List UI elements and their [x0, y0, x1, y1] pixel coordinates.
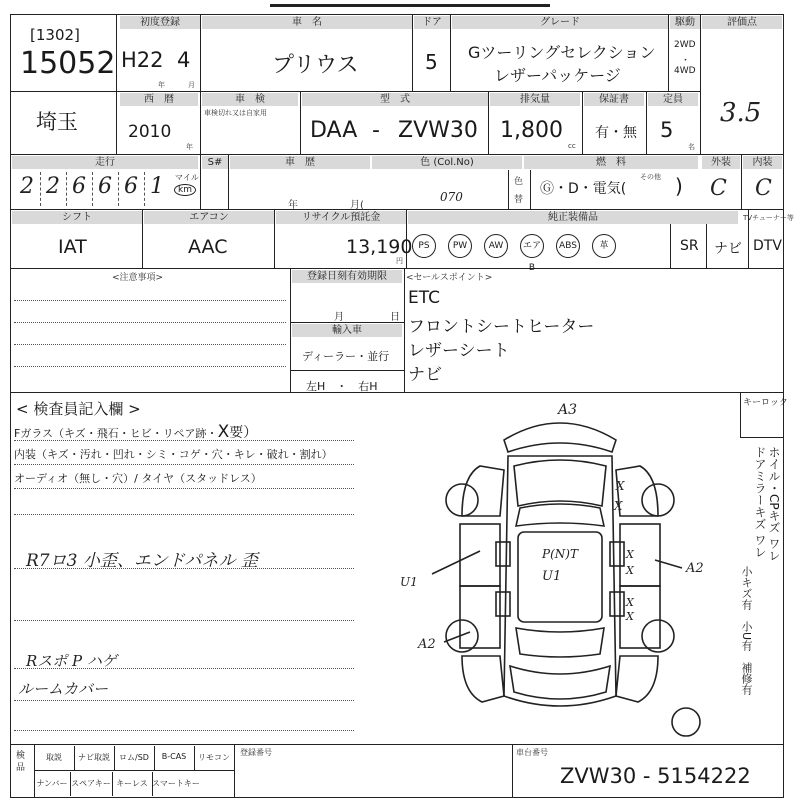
equipment-item: ABS — [556, 234, 580, 258]
label-sales-points: <セールスポイント> — [406, 273, 493, 283]
first-reg-era: H22 — [121, 48, 164, 72]
label-import-car: 輸入車 — [292, 324, 402, 337]
label-chassis-no: 車台番号 — [516, 748, 548, 757]
aircon-value: AAC — [188, 236, 228, 258]
label-model: 型 式 — [302, 93, 488, 106]
steering-side: 左H ・ 右H — [306, 380, 378, 393]
accessory-cell: ナンバー — [36, 779, 68, 788]
equipment-sr: SR — [680, 238, 699, 254]
diagram-mark-a2-left: A2 — [418, 637, 436, 652]
seats-unit: 名 — [688, 143, 695, 151]
interior-line: 内装（キズ・汚れ・凹れ・シミ・コゲ・穴・キレ・破れ・割れ） — [14, 448, 333, 461]
diagram-mark-x2: X — [614, 499, 623, 513]
accessory-cell: ナビ取説 — [78, 753, 110, 762]
label-sno: S# — [202, 156, 228, 169]
spare-tire-circle — [672, 708, 700, 736]
label-reg-year: 西 暦 — [120, 93, 198, 106]
accessory-cell: スペアキー — [71, 779, 111, 788]
diagram-mark-x6: X — [626, 610, 634, 623]
accessory-cell: スマートキー — [152, 779, 200, 788]
diagram-mark-pnt: P(N)T — [542, 547, 578, 561]
rear-window — [516, 628, 604, 657]
diagram-mark-u1-left: U1 — [400, 575, 418, 589]
diagram-mark-x3: X — [626, 548, 634, 561]
region: 埼玉 — [36, 110, 78, 134]
tv-tuner-label: TVチューナー等 — [743, 214, 794, 222]
equipment-dtv: DTV — [753, 238, 782, 254]
warranty-value: 有・無 — [595, 125, 637, 141]
model-prefix: DAA — [310, 118, 358, 143]
mileage-digit-divider — [40, 172, 41, 206]
dealer-parallel: ディーラー・並行 — [302, 350, 390, 363]
lot-number: 15052 — [20, 46, 116, 81]
equipment-item: PW — [448, 234, 472, 258]
diagram-mark-x4: X — [626, 564, 634, 577]
label-mileage: 走行 — [12, 156, 198, 169]
car-damage-diagram — [400, 396, 740, 742]
grade-line1: Gツーリングセレクション — [468, 43, 656, 62]
label-equipment: 純正装備品 — [408, 211, 738, 224]
label-interior: 内装 — [743, 156, 782, 169]
drive-4wd: 4WD — [674, 66, 696, 76]
label-seats: 定員 — [648, 93, 698, 106]
month-unit: 月 — [188, 81, 195, 89]
glass-mark: X — [217, 422, 230, 442]
glass-required: 要） — [229, 425, 258, 441]
mileage-digit-divider — [66, 172, 67, 206]
recycle-value: 13,190 — [346, 236, 413, 258]
seat-count: 5 — [660, 118, 674, 142]
audio-tire-line: オーディオ（無し・穴）/ タイヤ（スタッドレス） — [14, 472, 262, 485]
kenhin-label: 検品 — [16, 751, 26, 773]
label-shift: シフト — [12, 211, 142, 224]
model-code: ZVW30 — [398, 118, 478, 143]
inspection-note: 車検切れ又は自家用 — [204, 109, 267, 117]
sales-point-item: ナビ — [408, 365, 442, 385]
label-drive: 駆動 — [670, 16, 700, 29]
left-front-door — [460, 524, 500, 586]
label-caution: <注意事項> — [112, 273, 164, 283]
front-bumper-shape — [504, 423, 616, 452]
diagram-mark-x5: X — [626, 596, 634, 609]
right-rear-window — [610, 592, 624, 616]
handwritten-note-3: ルームカバー — [18, 680, 109, 698]
equipment-item: エアB — [520, 234, 544, 258]
label-reg-date: 登録日刻有効期限 — [292, 270, 402, 283]
equipment-navi: ナビ — [714, 241, 742, 257]
left-front-fender — [462, 466, 504, 516]
car-name: プリウス — [272, 53, 359, 78]
equipment-item: 革 — [592, 234, 616, 258]
label-history: 車 歴 — [230, 156, 370, 169]
label-exterior: 外装 — [702, 156, 740, 169]
key-lock-label: キーロック — [743, 398, 788, 408]
mileage-digit: 6 — [124, 174, 138, 199]
grade-line2: レザーパッケージ — [494, 66, 621, 85]
color-change-label1: 色 — [514, 177, 524, 187]
equipment-item: PS — [412, 234, 436, 258]
accessory-cell: 取説 — [46, 753, 62, 762]
color-change-label2: 替 — [514, 195, 524, 205]
handwritten-note-2: Rスポ P ハゲ — [26, 652, 117, 670]
reg-year-unit: 年 — [186, 143, 193, 151]
interior-grade: C — [755, 176, 772, 201]
left-rear-door — [460, 586, 500, 648]
accessory-cell: キーレス — [116, 779, 148, 788]
reg-date-month: 月 — [334, 312, 344, 323]
side-note-1: ホイル・CPキズ ワレ — [767, 446, 781, 562]
drive-dot: ・ — [681, 56, 691, 66]
score-value: 3.5 — [720, 98, 762, 128]
displacement: 1,800 — [500, 118, 563, 143]
color-code: 070 — [440, 190, 463, 204]
mileage-digit-divider — [92, 172, 93, 206]
diagram-mark-a2-right: A2 — [686, 561, 704, 576]
label-car-name: 車 名 — [202, 16, 412, 29]
mileage-digit: 2 — [20, 174, 34, 199]
fuel-types: Ⓖ・D・電気( — [540, 181, 627, 197]
right-rear-fender — [616, 656, 658, 702]
inspector-title: < 検査員記入欄 > — [16, 400, 141, 418]
inspection-year: 年 — [288, 200, 298, 211]
accessory-cell: ロム/SD — [119, 753, 149, 762]
mileage-digit-divider — [144, 172, 145, 206]
label-recycle: リサイクル預託金 — [276, 211, 406, 224]
diagram-mark-a3: A3 — [558, 402, 578, 418]
mile-unit: マイル — [175, 173, 199, 182]
leader-left-u1 — [432, 551, 480, 574]
yen-unit: 円 — [396, 257, 403, 265]
label-fuel: 燃 料 — [524, 156, 698, 169]
right-front-window — [610, 542, 624, 566]
km-unit: km — [174, 184, 196, 196]
drive-2wd: 2WD — [674, 40, 696, 50]
mileage-digit: 6 — [98, 174, 112, 199]
label-warranty: 保証書 — [584, 93, 644, 106]
handwritten-note-1: R7ロ3 小歪、エンドパネル 歪 — [26, 551, 258, 571]
label-grade: グレード — [452, 16, 668, 29]
mileage-digit: 2 — [46, 174, 60, 199]
sales-point-item: レザーシート — [408, 341, 510, 361]
shift-value: IAT — [58, 236, 87, 258]
diagram-mark-x1: X — [616, 479, 625, 493]
left-rear-fender — [462, 656, 504, 702]
first-reg-month: 4 — [177, 48, 191, 72]
label-first-reg: 初度登録 — [120, 16, 200, 29]
leader-right-a2 — [655, 560, 682, 568]
label-color: 色 (Col.No) — [372, 156, 522, 169]
mileage-digit: 1 — [150, 174, 164, 199]
mileage-digit: 6 — [72, 174, 86, 199]
lot-code: [1302] — [30, 26, 80, 44]
equipment-item: AW — [484, 234, 508, 258]
cc-unit: cc — [568, 142, 576, 150]
mileage-digit-divider — [118, 172, 119, 206]
fuel-close: ) — [675, 174, 683, 198]
reg-year: 2010 — [128, 122, 172, 142]
exterior-grade: C — [710, 176, 727, 201]
reg-date-day: 日 — [390, 312, 400, 323]
leader-left-a2 — [444, 632, 470, 642]
diagram-mark-u1-center: U1 — [542, 569, 562, 584]
side-note-2: ドアミラーキズ ワレ — [753, 446, 767, 558]
label-inspection: 車 検 — [202, 93, 298, 106]
label-aircon: エアコン — [144, 211, 274, 224]
label-score: 評価点 — [702, 16, 782, 29]
label-displacement: 排気量 — [490, 93, 580, 106]
trunk-panel — [510, 666, 610, 699]
chassis-number: ZVW30 - 5154222 — [560, 764, 751, 788]
label-reg-no: 登録番号 — [240, 748, 272, 757]
left-rear-window — [496, 592, 510, 616]
inspection-month: 月( — [350, 200, 364, 211]
hood-panel — [514, 460, 606, 506]
side-note-3: 小キズ有 小U有 補修有 — [740, 566, 753, 696]
accessory-cell: リモコン — [198, 753, 230, 762]
fuel-other: その他 — [640, 173, 661, 181]
glass-line — [14, 422, 257, 442]
year-unit: 年 — [158, 81, 165, 89]
sales-point-item: ETC — [408, 288, 440, 308]
windshield — [516, 504, 604, 526]
glass-text: Fガラス（キズ・飛石・ヒビ・リペア跡・ — [14, 427, 218, 440]
label-doors: ドア — [414, 16, 450, 29]
left-front-window — [496, 542, 510, 566]
accessory-cell: B-CAS — [161, 752, 187, 761]
door-count: 5 — [425, 50, 438, 74]
model-dash: - — [372, 118, 380, 143]
sheet-title-cutoff — [270, 0, 550, 7]
sales-point-item: フロントシートヒーター — [408, 317, 595, 337]
